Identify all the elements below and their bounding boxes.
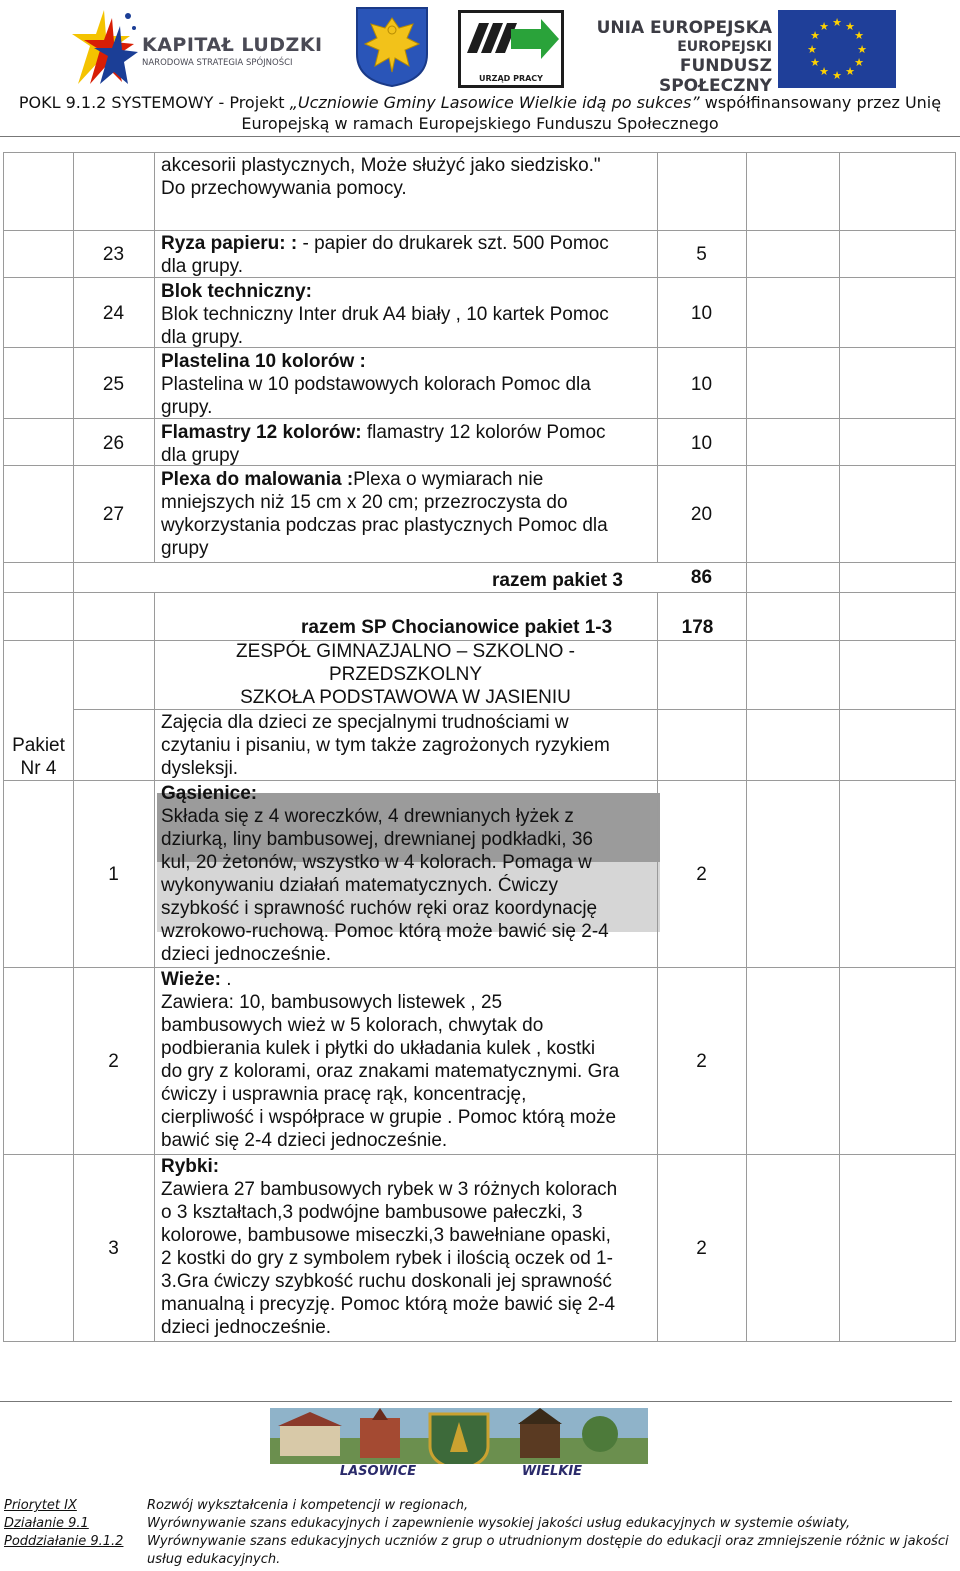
total-label-text: razem SP Chocianowice pakiet 1-3 bbox=[301, 617, 613, 638]
grid-hline bbox=[3, 1341, 956, 1342]
urzad-pracy-arrow-icon bbox=[461, 13, 561, 71]
grid-hline bbox=[3, 277, 956, 278]
item-text: cierpliwość i współprace w grupie . Pomoc którą może bbox=[161, 1107, 617, 1128]
kapital-ludzki-logo bbox=[70, 6, 332, 86]
row-text: dla grupy. bbox=[161, 256, 244, 277]
footer-descriptions bbox=[147, 1497, 957, 1569]
gmina-right-label: WIELKIE bbox=[521, 1464, 583, 1479]
row-number: 23 bbox=[102, 244, 125, 265]
activity-line: czytaniu i pisaniu, w tym także zagrożonych ryzykiem bbox=[161, 735, 610, 756]
grid-hline bbox=[3, 1154, 956, 1155]
item-text: do gry z kolorami, oraz znakami matematycznymi. Gra bbox=[161, 1061, 620, 1082]
row-number: 24 bbox=[102, 303, 125, 324]
grid-hline bbox=[3, 562, 956, 563]
footer-poddzialanie: Poddziałanie 9.1.2 bbox=[4, 1534, 124, 1549]
item-name-text: Gąsienice: bbox=[161, 783, 258, 804]
svg-text:★: ★ bbox=[807, 43, 817, 56]
grid-vline bbox=[746, 152, 747, 1342]
item-quantity: 2 bbox=[696, 1238, 707, 1259]
item-name-text: Rybki: bbox=[161, 1156, 220, 1177]
item-text: Składa się z 4 woreczków, 4 drewnianych łyżek z bbox=[161, 806, 574, 827]
school-name-line: PRZEDSZKOLNY bbox=[328, 664, 483, 685]
item-text: o 3 kształtach,3 podwójne bambusowe pałeczki, 3 bbox=[161, 1202, 583, 1223]
item-text: podbierania kulek i płytki do układania kulek , kostki bbox=[161, 1038, 596, 1059]
grid-vline bbox=[154, 152, 155, 562]
item-text: Zawiera 27 bambusowych rybek w 3 różnych kolorach bbox=[161, 1179, 618, 1200]
total-value-text: 178 bbox=[681, 617, 714, 638]
svg-text:★: ★ bbox=[832, 69, 842, 82]
project-suffix: współfinansowany przez Unię bbox=[699, 93, 942, 112]
item-number: 2 bbox=[108, 1051, 119, 1072]
total-label bbox=[301, 616, 612, 639]
item-text: 2 kostki do gry z symbolem rybek i ilością oczek od 1- bbox=[161, 1248, 613, 1269]
row-number: 27 bbox=[102, 504, 125, 525]
item-text: dziurką, liny bambusowej, drewnianej podkładki, 36 bbox=[161, 829, 593, 850]
item-number: 3 bbox=[108, 1238, 119, 1259]
ue-line-3: FUNDUSZ SPOŁECZNY bbox=[658, 56, 772, 96]
item-text: kolorowe, bambusowe miseczki,3 bawełniane opaski, bbox=[161, 1225, 611, 1246]
footer-description-line: usług edukacyjnych. bbox=[147, 1552, 281, 1567]
continuation-line-2: Do przechowywania pomocy. bbox=[161, 178, 407, 199]
gmina-left-label: LASOWICE bbox=[339, 1464, 417, 1479]
row-item-name bbox=[161, 350, 366, 373]
row-item-name: Flamastry 12 kolorów: bbox=[161, 422, 362, 443]
row-text: dla grupy bbox=[161, 445, 240, 466]
eu-flag-icon bbox=[778, 10, 896, 88]
row-quantity: 20 bbox=[690, 504, 713, 525]
kapital-ludzki-subtitle: NARODOWA STRATEGIA SPÓJNOŚCI bbox=[142, 58, 293, 68]
item-name bbox=[161, 782, 257, 805]
project-line bbox=[0, 92, 960, 134]
svg-text:★: ★ bbox=[810, 56, 820, 69]
row-number: 25 bbox=[102, 374, 125, 395]
subtotal-value-text: 86 bbox=[690, 567, 713, 588]
item-text: bambusowych wież w 5 kolorach, chwytak do bbox=[161, 1015, 544, 1036]
svg-text:★: ★ bbox=[854, 56, 864, 69]
ue-line-2: EUROPEJSKI bbox=[677, 39, 772, 55]
row-text: dla grupy. bbox=[161, 327, 244, 348]
item-name-suffix: . bbox=[226, 969, 232, 990]
row-item-name: Plexa do malowania : bbox=[161, 469, 354, 490]
row-text: grupy bbox=[161, 538, 209, 559]
ue-line-1: UNIA EUROPEJSKA bbox=[596, 18, 772, 38]
item-text: dzieci jednocześnie. bbox=[161, 1317, 332, 1338]
grid-hline bbox=[3, 347, 956, 348]
activity-line: Zajęcia dla dzieci ze specjalnymi trudnościami w bbox=[161, 712, 569, 733]
subtotal-value bbox=[657, 566, 746, 589]
project-line-1 bbox=[0, 92, 960, 113]
grid-hline bbox=[3, 230, 956, 231]
svg-text:★: ★ bbox=[845, 20, 855, 33]
row-description bbox=[161, 468, 543, 491]
grid-hline bbox=[3, 967, 956, 968]
row-item-name-text: Blok techniczny: bbox=[161, 281, 312, 302]
urzad-pracy-logo bbox=[458, 10, 564, 88]
item-text: wzrokowo-ruchową. Pomoc którą może bawić się 2-4 bbox=[161, 921, 609, 942]
row-number: 26 bbox=[102, 433, 125, 454]
project-prefix: POKL 9.1.2 SYSTEMOWY - Projekt bbox=[18, 93, 290, 112]
activity-line: dysleksji. bbox=[161, 758, 239, 779]
coat-of-arms-icon bbox=[355, 6, 429, 88]
grid-hline bbox=[3, 780, 74, 781]
item-quantity: 2 bbox=[696, 864, 707, 885]
row-text: Plastelina w 10 podstawowych kolorach Pomoc dla bbox=[161, 374, 591, 395]
svg-text:★: ★ bbox=[845, 65, 855, 78]
grid-vline bbox=[657, 152, 658, 562]
grid-hline bbox=[3, 152, 956, 153]
pakiet-number: Nr 4 bbox=[20, 758, 57, 779]
item-text: manualną i precyzję. Pomoc którą może bawić się 2-4 bbox=[161, 1294, 616, 1315]
grid-hline bbox=[3, 465, 956, 466]
row-text: - papier do drukarek szt. 500 Pomoc bbox=[297, 233, 609, 254]
item-quantity: 2 bbox=[696, 1051, 707, 1072]
continuation-line-1: akcesorii plastycznych, Może służyć jako siedzisko." bbox=[161, 155, 601, 176]
pakiet-label: Pakiet bbox=[12, 735, 65, 756]
row-item-name-text: Plastelina 10 kolorów : bbox=[161, 351, 366, 372]
row-description bbox=[161, 421, 606, 444]
row-text: grupy. bbox=[161, 397, 213, 418]
row-item-name bbox=[161, 280, 312, 303]
row-text: flamastry 12 kolorów Pomoc bbox=[361, 422, 606, 443]
item-text: ćwiczy i usprawnia pracę rąk, koncentrację, bbox=[161, 1084, 527, 1105]
footer-priority: Priorytet IX bbox=[4, 1498, 77, 1513]
row-description bbox=[161, 232, 609, 255]
grid-hline bbox=[3, 592, 956, 593]
row-item-name: Ryza papieru: : bbox=[161, 233, 298, 254]
svg-text:★: ★ bbox=[819, 20, 829, 33]
project-title: „Uczniowie Gminy Lasowice Wielkie idą po sukces” bbox=[289, 93, 700, 112]
item-text: wykonywaniu działań matematycznych. Ćwiczy bbox=[161, 875, 559, 896]
row-quantity: 10 bbox=[690, 303, 713, 324]
item-text: bawić się 2-4 dzieci jednocześnie. bbox=[161, 1130, 448, 1151]
row-text: wykorzystania podczas prac plastycznych Pomoc dla bbox=[161, 515, 608, 536]
item-text: 3.Gra ćwiczy szybkość ruchu doskonali jej sprawność bbox=[161, 1271, 612, 1292]
total-value bbox=[653, 616, 742, 639]
ue-text bbox=[596, 18, 772, 96]
project-line-2: Europejską w ramach Europejskiego Funduszu Społecznego bbox=[241, 114, 719, 133]
subtotal-label-text: razem pakiet 3 bbox=[492, 570, 623, 591]
item-name bbox=[161, 1155, 219, 1178]
school-name-line: ZESPÓŁ GIMNAZJALNO – SZKOLNO - bbox=[236, 641, 575, 662]
item-text: dzieci jednocześnie. bbox=[161, 944, 332, 965]
footer-dzialanie: Działanie 9.1 bbox=[4, 1516, 89, 1531]
gmina-lasowice-logo bbox=[270, 1408, 648, 1480]
footer-priority-list bbox=[4, 1497, 123, 1551]
svg-text:★: ★ bbox=[832, 16, 842, 29]
item-name bbox=[161, 968, 232, 991]
footer-description-line: Wyrównywanie szans edukacyjnych i zapewnienie wysokiej jakości usług edukacyjnych w systemie oświaty, bbox=[147, 1516, 851, 1531]
item-number: 1 bbox=[108, 864, 119, 885]
kapital-ludzki-star-icon bbox=[70, 6, 140, 86]
footer-description-line: Wyrównywanie szans edukacyjnych uczniów z grup o utrudnionym dostępie do edukacji oraz zmniejszenie różnic w jakości bbox=[147, 1534, 949, 1549]
footer-description-line: Rozwój wykształcenia i kompetencji w regionach, bbox=[147, 1498, 469, 1513]
row-text: mniejszych niż 15 cm x 20 cm; przezroczysta do bbox=[161, 492, 568, 513]
row-quantity: 10 bbox=[690, 433, 713, 454]
row-text: Blok techniczny Inter druk A4 biały , 10 kartek Pomoc bbox=[161, 304, 609, 325]
urzad-pracy-label: URZĄD PRACY bbox=[479, 74, 543, 83]
grid-vline bbox=[839, 152, 840, 1342]
svg-text:★: ★ bbox=[854, 29, 864, 42]
header-divider bbox=[0, 136, 960, 137]
grid-hline bbox=[3, 418, 956, 419]
row-text: Plexa o wymiarach nie bbox=[353, 469, 544, 490]
svg-text:★: ★ bbox=[857, 43, 867, 56]
kapital-ludzki-title: KAPITAŁ LUDZKI bbox=[142, 34, 323, 56]
footer-divider bbox=[0, 1401, 952, 1402]
item-text: Zawiera: 10, bambusowych listewek , 25 bbox=[161, 992, 503, 1013]
svg-text:★: ★ bbox=[810, 29, 820, 42]
item-text: szybkość i sprawność ruchów ręki oraz koordynację bbox=[161, 898, 598, 919]
header-logos bbox=[0, 0, 960, 96]
item-name-text: Wieże: bbox=[161, 969, 227, 990]
row-quantity: 5 bbox=[696, 244, 707, 265]
grid-vline bbox=[955, 152, 956, 1342]
row-quantity: 10 bbox=[690, 374, 713, 395]
item-text: kul, 20 żetonów, wszystko w 4 kolorach. Pomaga w bbox=[161, 852, 592, 873]
school-name-line: SZKOŁA PODSTAWOWA W JASIENIU bbox=[240, 687, 571, 708]
subtotal-label bbox=[492, 569, 623, 592]
svg-text:★: ★ bbox=[819, 65, 829, 78]
